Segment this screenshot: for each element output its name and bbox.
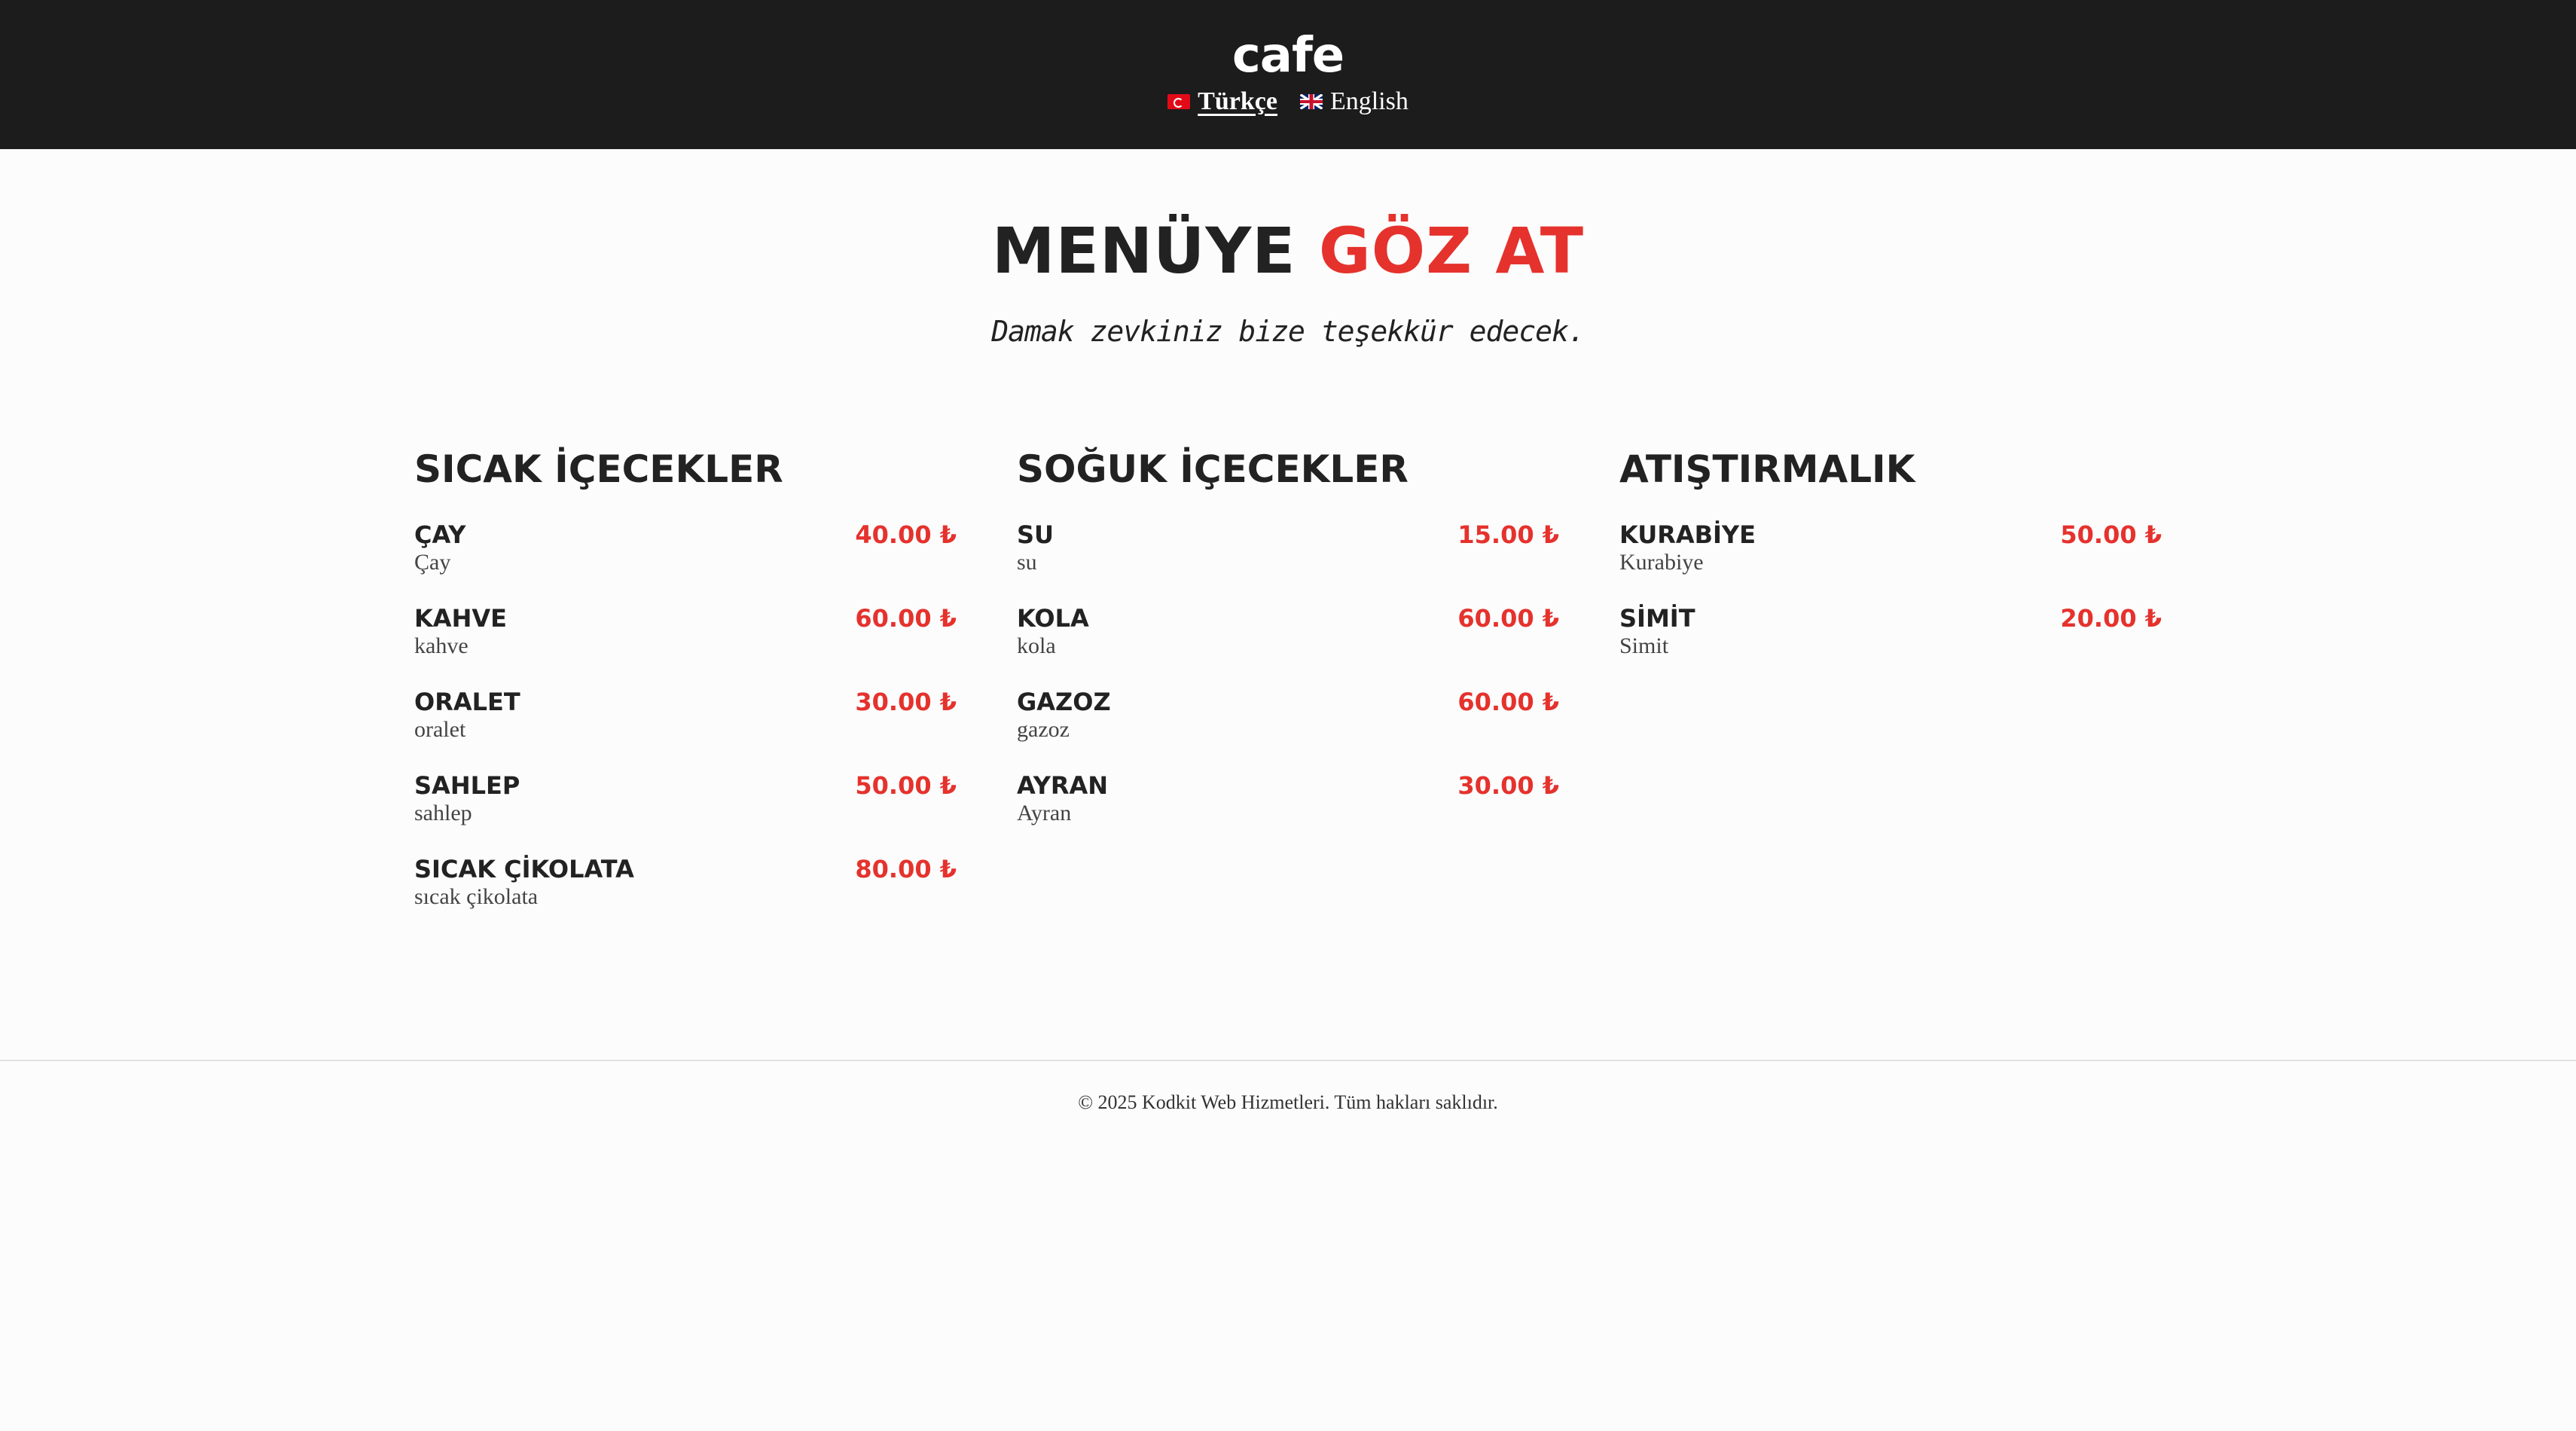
menu-item <box>1017 687 1559 770</box>
item-price: 60.00 ₺ <box>1457 604 1559 633</box>
menu-hero <box>0 149 2576 348</box>
item-description: Çay <box>414 550 451 575</box>
item-description: kola <box>1017 633 1056 658</box>
turkey-flag-icon <box>1167 94 1190 109</box>
menu-item <box>1017 603 1559 687</box>
item-name: SICAK ÇİKOLATA <box>414 855 634 883</box>
item-name: SİMİT <box>1619 604 1695 633</box>
menu-item <box>1619 603 2162 687</box>
language-turkish-link[interactable] <box>1167 87 1277 116</box>
item-price: 30.00 ₺ <box>1457 771 1559 800</box>
item-price: 40.00 ₺ <box>855 520 957 549</box>
item-description: kahve <box>414 633 469 658</box>
item-price: 15.00 ₺ <box>1457 520 1559 549</box>
item-name: ORALET <box>414 688 520 716</box>
menu-item <box>414 770 957 854</box>
item-name: AYRAN <box>1017 771 1109 800</box>
site-footer <box>0 1060 2576 1114</box>
category-title: SICAK İÇECEKLER <box>414 447 783 491</box>
category-title: SOĞUK İÇECEKLER <box>1017 447 1409 491</box>
item-description: Simit <box>1619 633 1669 658</box>
brand-logo[interactable]: cafe <box>1232 28 1344 84</box>
uk-flag-icon <box>1300 94 1323 109</box>
copyright-text: © 2025 Kodkit Web Hizmetleri. Tüm hakları saklıdır. <box>1078 1091 1498 1113</box>
item-name: SU <box>1017 520 1055 549</box>
menu-item <box>1017 770 1559 854</box>
menu-item <box>1017 520 1559 603</box>
menu-grid <box>414 444 2162 938</box>
site-header <box>0 0 2576 149</box>
item-price: 60.00 ₺ <box>855 604 957 633</box>
page-tagline: Damak zevkiniz bize teşekkür edecek. <box>991 315 1585 348</box>
language-label: English <box>1329 87 1409 115</box>
menu-item <box>414 854 957 938</box>
menu-item <box>1619 520 2162 603</box>
page-title-accent: GÖZ AT <box>1318 214 1585 288</box>
menu-item <box>414 603 957 687</box>
language-switcher <box>1167 87 1409 116</box>
item-price: 30.00 ₺ <box>855 688 957 716</box>
page-title-main: MENÜYE <box>991 214 1319 288</box>
item-description: Ayran <box>1017 801 1072 825</box>
item-description: sahlep <box>414 801 472 825</box>
menu-category-cold-drinks <box>1017 444 1559 938</box>
menu-item <box>414 520 957 603</box>
language-english-link[interactable] <box>1300 87 1409 116</box>
item-name: ÇAY <box>414 520 466 549</box>
page-title <box>0 209 2576 292</box>
item-description: su <box>1017 550 1037 575</box>
item-name: SAHLEP <box>414 771 520 800</box>
item-description: gazoz <box>1017 717 1070 742</box>
item-name: GAZOZ <box>1017 688 1111 716</box>
item-name: KAHVE <box>414 604 507 633</box>
item-name: KURABİYE <box>1619 520 1756 549</box>
item-price: 60.00 ₺ <box>1457 688 1559 716</box>
item-description: Kurabiye <box>1619 550 1704 575</box>
menu-category-hot-drinks <box>414 444 957 938</box>
item-price: 50.00 ₺ <box>2060 520 2162 549</box>
item-description: oralet <box>414 717 466 742</box>
category-title: ATIŞTIRMALIK <box>1619 447 1915 491</box>
language-label: Türkçe <box>1198 87 1277 115</box>
menu-item <box>414 687 957 770</box>
item-description: sıcak çikolata <box>414 884 539 909</box>
item-price: 80.00 ₺ <box>855 855 957 883</box>
item-price: 50.00 ₺ <box>855 771 957 800</box>
item-name: KOLA <box>1017 604 1089 633</box>
item-price: 20.00 ₺ <box>2060 604 2162 633</box>
menu-category-snacks <box>1619 444 2162 938</box>
